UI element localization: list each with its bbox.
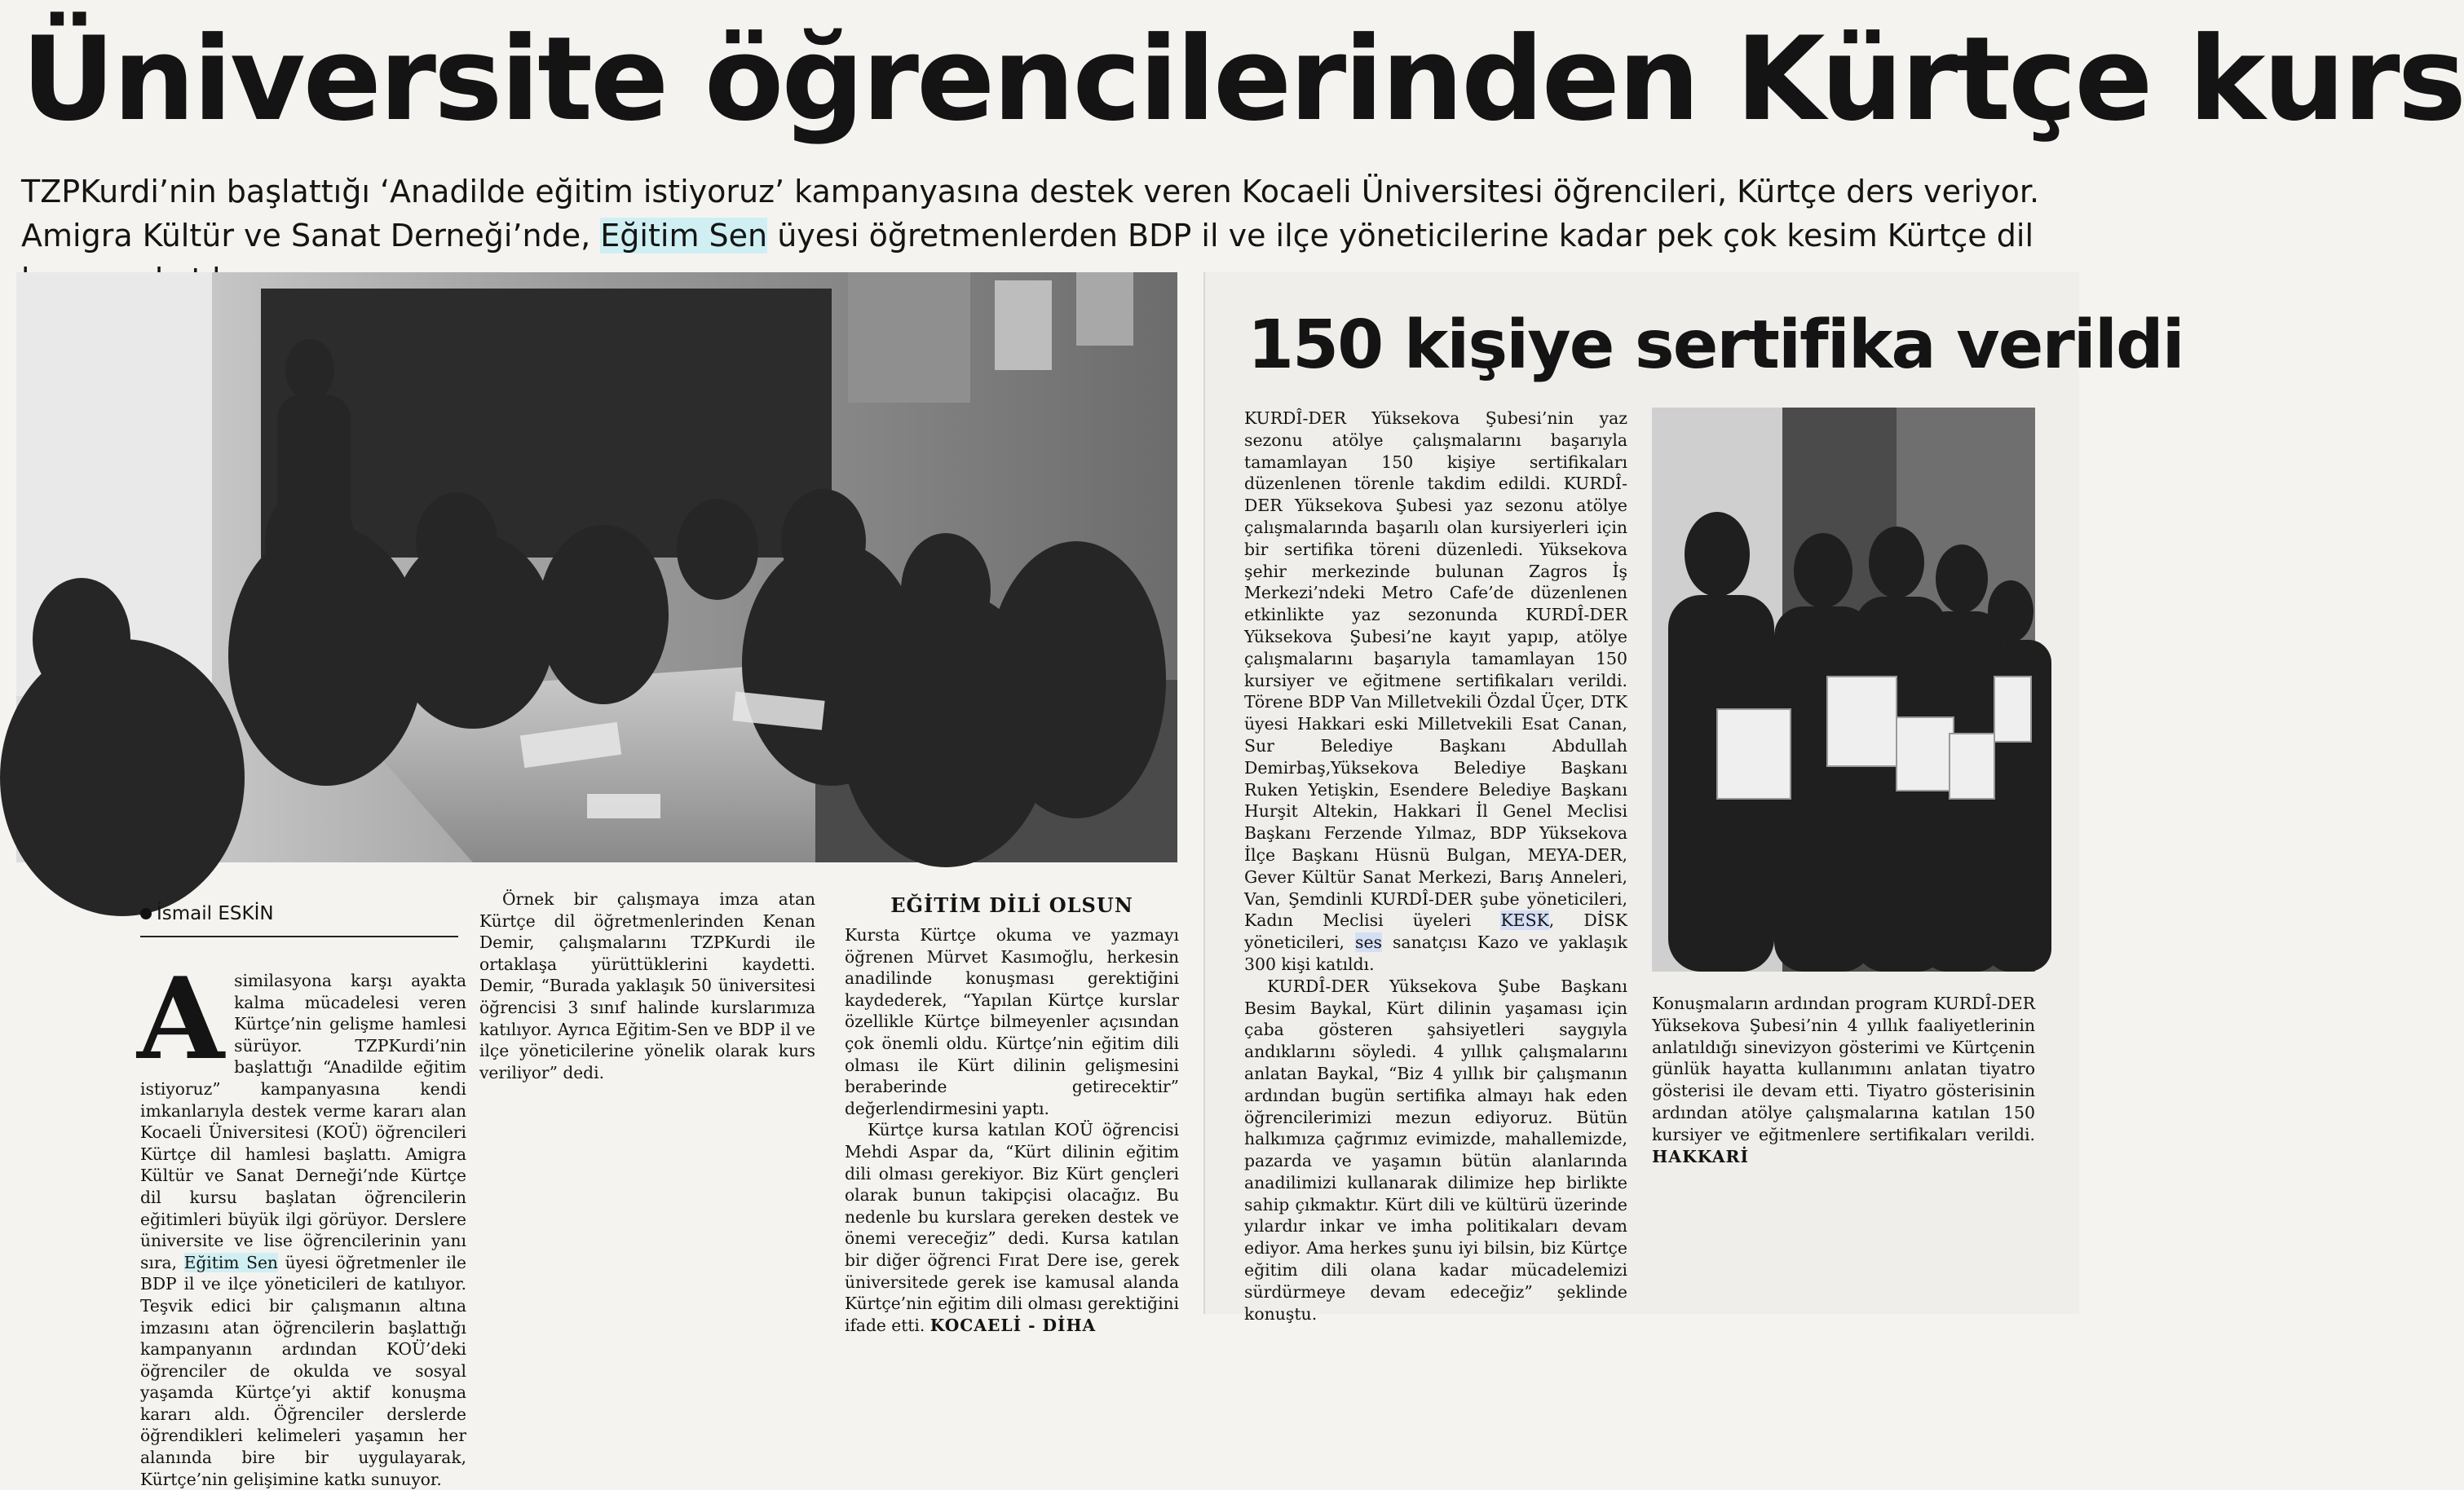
byline	[140, 901, 458, 937]
sidebar-paragraph-3	[1652, 993, 2035, 1167]
sidebar-column-1	[1244, 408, 1627, 1325]
deck-text-1: TZPKurdi’nin başlattığı ‘Anadilde eğitim istiyoruz’ kampanyasına destek veren Kocaeli Üniversitesi öğrencileri, Kürtçe ders veriyor. Amigra Kültür ve Sanat Derneği’nde,	[21, 174, 2040, 253]
article-subhead: EĞİTİM DİLİ OLSUN	[890, 893, 1133, 917]
article-column-2	[479, 888, 815, 1083]
classroom-photo	[16, 272, 1177, 862]
ceremony-photo-graphic	[1652, 408, 2035, 972]
sidebar-p1-b: , DİSK yöneticileri,	[1244, 910, 1627, 953]
ceremony-photo	[1652, 408, 2035, 972]
article-signoff: KOCAELİ - DİHA	[930, 1315, 1097, 1335]
article-paragraph-4	[845, 1119, 1179, 1336]
drop-cap: A	[137, 952, 225, 1085]
sidebar-signoff: HAKKARİ	[1652, 1146, 1750, 1166]
byline-author: İsmail ESKİN	[157, 903, 274, 924]
sidebar-p3-text: Konuşmaların ardından program KURDÎ-DER Yüksekova Şubesi’nin 4 yıllık faaliyetlerinin anlatıldığı sinevizyon gösterimi ve Kürtçenin günlük hayatta kullanımını anlatan tiyatro gösterisi ile devam etti. Tiyatro gösterisinin ardından atölye çalışmalarına katılan 150 kursiyer ve eğitmenlere sertifikaları verildi.	[1652, 994, 2035, 1144]
sidebar-p1-kesk: KESK	[1500, 910, 1549, 931]
byline-bullet-icon	[140, 908, 152, 919]
sidebar-p1-a: KURDÎ-DER Yüksekova Şubesi’nin yaz sezonu atölye çalışmalarını başarıyla tamamlayan 150 kişiye sertifikaları düzenlenen törenle takdim edildi. KURDÎ-DER Yüksekova Şubesi yaz sezonu atölye çalışmalarında başarılı olan kursiyerleri için bir sertifika töreni düzenledi. Yüksekova şehir merkezinde bulunan Zagros İş Merkezi’ndeki Metro Cafe’de düzenlenen etkinlikte yaz sezonunda KURDÎ-DER Yüksekova Şubesi’ne kayıt yapıp, atölye çalışmalarını başarıyla tamamlayan 150 kursiyer ve eğitmene sertifikaları verildi. Törene BDP Van Milletvekili Özdal Üçer, DTK üyesi Hakkari eski Milletvekili Esat Canan, Sur Belediye Başkanı Abdullah Demirbaş,Yüksekova Belediye Başkanı Ruken Yetişkin, Esendere Belediye Başkanı Hurşit Altekin, Hakkari İl Genel Meclisi Başkanı Ferzende Yılmaz, BDP Yüksekova İlçe Başkanı Hüsnü Bulgan, MEYA-DER, Gever Kültür Sanat Merkezi, Barış Anneleri, Van, Şemdinli KURDÎ-DER şube yöneticileri, Kadın Meclisi üyeleri	[1244, 408, 1627, 931]
article-p4-text: Kürtçe kursa katılan KOÜ öğrencisi Mehdi Aspar da, “Kürt dilinin eğitim dili olması gerekiyor. Biz Kürt gençleri olarak bunun takipçisi olacağız. Bu nedenle bu kurslara gereken destek ve önemi vereceğiz” dedi. Kursa katılan bir diğer öğrenci Fırat Dere ise, gerek üniversitede gerek ise kamusal alanda Kürtçe’nin eğitim dili olması gerektiğini ifade etti.	[845, 1120, 1179, 1335]
sidebar-title: 150 kişiye sertifika verildi	[1247, 306, 2184, 384]
article-p1-tail: üyesi öğretmenler ile BDP il ve ilçe yöneticileri de katılıyor. Teşvik edici bir çalışmanın altına imzasını atan öğrencilerin başlattığı kampanyanın ardından KOÜ’deki öğrenciler de okulda ve sosyal yaşamda Kürtçe’yi aktif konuşma kararı aldı. Öğrenciler derslerde öğrendikleri kelimeleri yaşamın her alanında bire bir uygulayarak, Kürtçe’nin gelişimine katkı sunuyor.	[140, 1252, 466, 1489]
article-p1-highlight: Eğitim Sen	[183, 1252, 278, 1272]
sidebar-p1-ses: ses	[1354, 932, 1382, 953]
sidebar-column-2	[1652, 993, 2035, 1167]
deck-highlight: Eğitim Sen	[600, 218, 768, 253]
headline: Üniversite öğrencilerinden Kürtçe kurs	[21, 12, 2464, 147]
sidebar-paragraph-2: KURDÎ-DER Yüksekova Şube Başkanı Besim Baykal, Kürt dilinin yaşaması için çaba gösteren şahsiyetleri saygıyla andıklarını söyledi. 4 yıllık çalışmalarını anlatan Baykal, “Biz 4 yıllık bir çalışmanın ardından bugün sertifika almayı hak eden öğrencilerimizi mezun ediyoruz. Bütün halkımıza çağrımız evimizde, mahallemizde, pazarda ve yaşamın bütün alanlarında anadilimizi kullanarak dilimize hep birlikte sahip çıkmaktır. Kürt dili ve kültürü üzerinde yılardır inkar ve imha politikaları devam ediyor. Ama herkes şunu iyi bilsin, biz Kürtçe eğitim dili olana kadar mücadelemizi sürdürmeye devam edeceğiz” şeklinde konuştu.	[1244, 976, 1627, 1324]
article-paragraph-2: Örnek bir çalışmaya imza atan Kürtçe dil öğretmenlerinden Kenan Demir, çalışmalarını TZPKurdi ile ortaklaşa yürüttüklerini kaydetti. Demir, “Burada yaklaşık 50 üniversitesi öğrencisi 3 sınıf halinde kurslarımıza katılıyor. Ayrıca Eğitim-Sen ve BDP il ve ilçe yöneticilerine yönelik olarak kurs veriliyor” dedi.	[479, 889, 815, 1082]
article-column-1	[137, 952, 466, 1490]
article-p1-lead: similasyona karşı ayakta kalma mücadelesi veren Kürtçe’nin gelişme hamlesi sürüyor. TZPKurdi’nin başlattığı “Anadilde eğitim istiyoruz” kampanyasına kendi imkanlarıyla destek verme kararı alan Kocaeli Üniversitesi (KOÜ) öğrencileri Kürtçe dil hamlesi başlattı. Amigra Kültür ve Sanat Derneği’nde Kürtçe dil kursu başlatan öğrencilerin eğitimleri büyük ilgi görüyor. Derslere üniversite ve lise öğrencilerinin yanı sıra,	[140, 971, 466, 1272]
sidebar-p1-c: sanatçısı Kazo ve yaklaşık 300 kişi katıldı.	[1244, 932, 1627, 974]
article-column-3	[845, 893, 1179, 1336]
sidebar-paragraph-1	[1244, 408, 1627, 976]
article-paragraph-3: Kursta Kürtçe okuma ve yazmayı öğrenen Mürvet Kasımoğlu, herkesin anadilinde konuşması gerektiğini kaydederek, “Yapılan Kürtçe kurslar özellikle Kürtçe bilmeyenler açısından çok önemli oldu. Kürtçe’nin eğitim dili olması ile Kürt dilinin gelişmesini beraberinde getirecektir” değerlendirmesini yaptı.	[845, 925, 1179, 1118]
deck-text-2: üyesi öğretmenlerden BDP il ve ilçe yöneticilerine kadar pek çok kesim Kürtçe dil	[777, 218, 2034, 253]
classroom-photo-graphic	[16, 272, 1177, 862]
